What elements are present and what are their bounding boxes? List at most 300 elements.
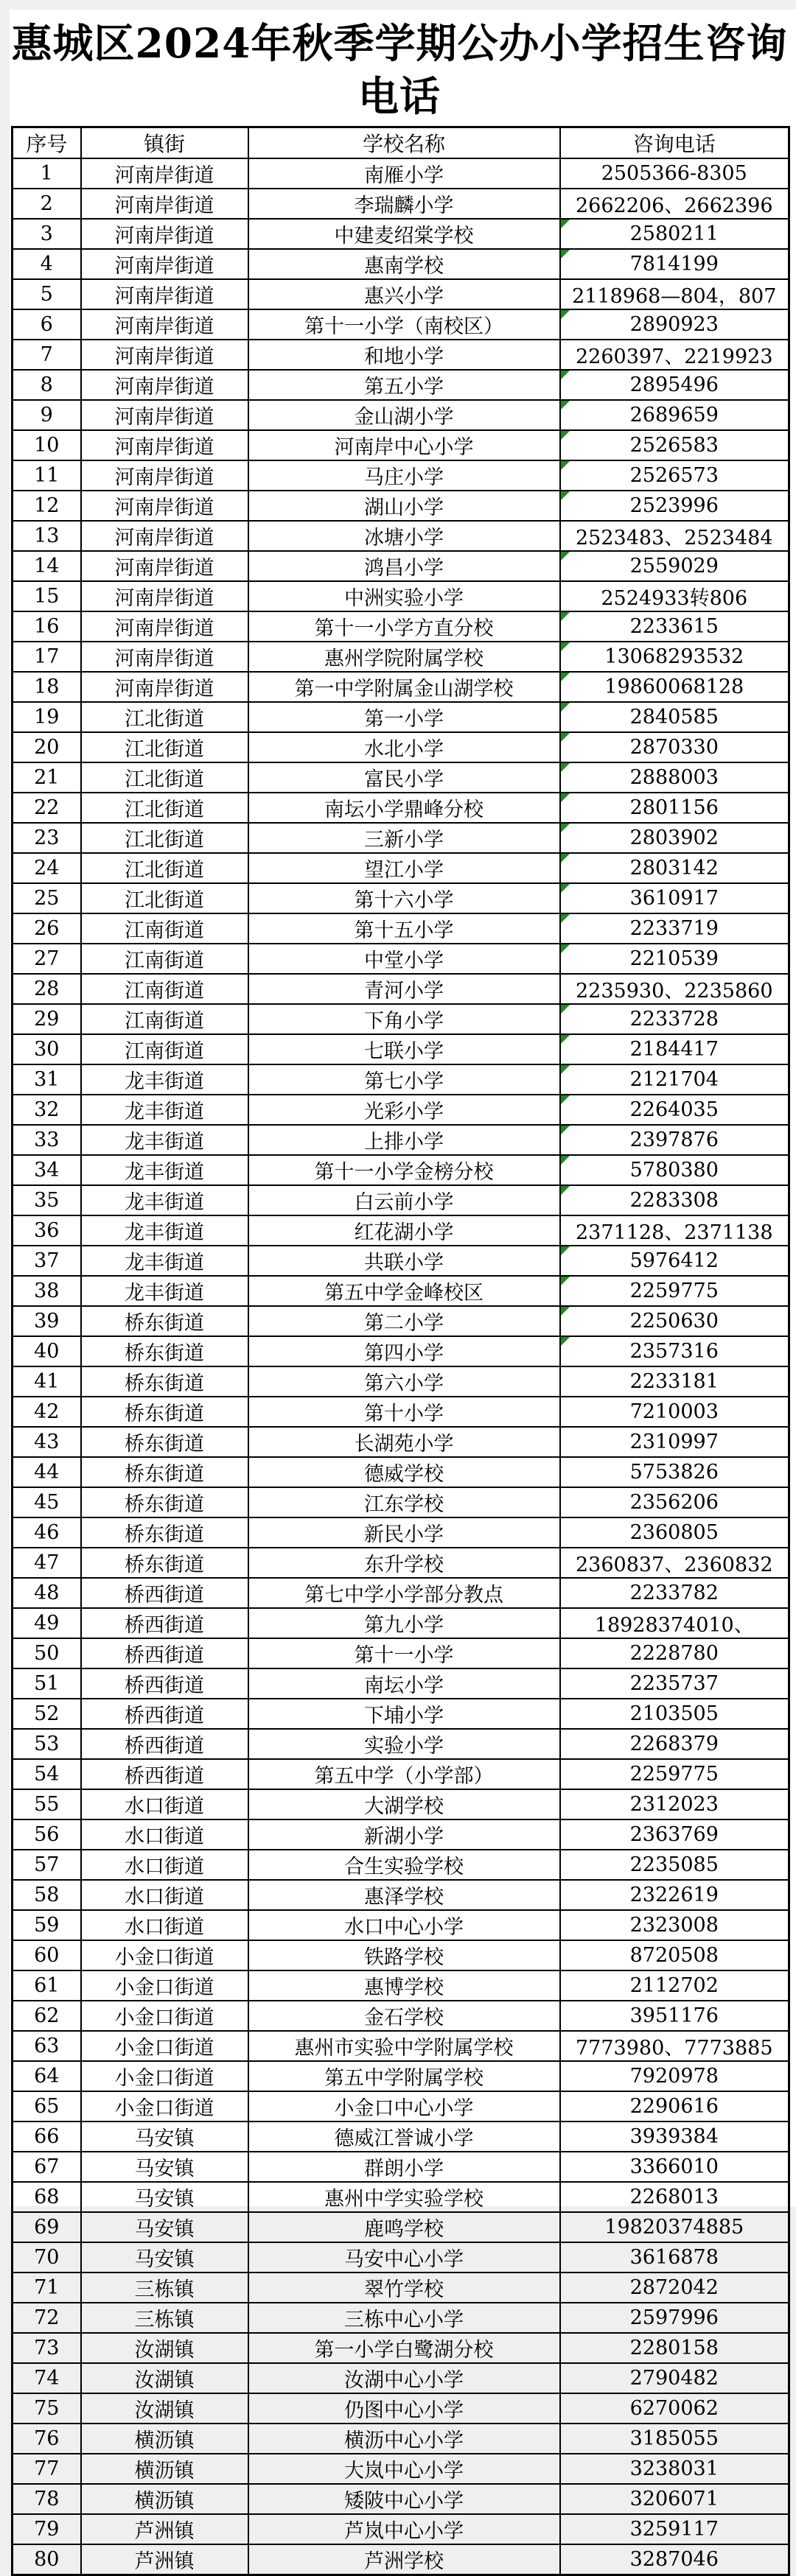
phone-value: 3287046 xyxy=(629,2548,719,2571)
row-number-cell: 62 xyxy=(13,2001,81,2031)
town-cell: 桥东街道 xyxy=(81,1517,248,1548)
town-cell: 水口街道 xyxy=(81,1819,248,1850)
phone-cell xyxy=(560,2424,789,2454)
table-row xyxy=(13,1940,789,1970)
table-row xyxy=(13,370,789,400)
town-cell: 龙丰街道 xyxy=(81,1246,248,1276)
table-row xyxy=(13,2484,789,2514)
row-number-cell: 2 xyxy=(13,189,81,219)
town-cell: 河南岸街道 xyxy=(81,460,248,491)
phone-value: 2580211 xyxy=(629,222,719,245)
phone-value: 2840585 xyxy=(629,706,719,729)
phone-cell xyxy=(560,1034,789,1064)
table-row xyxy=(13,551,789,581)
phone-cell xyxy=(560,1457,789,1487)
school-cell: 第一中学附属金山湖学校 xyxy=(248,672,560,702)
phone-cell xyxy=(560,2182,789,2212)
town-cell: 三栋镇 xyxy=(81,2303,248,2333)
phone-cell xyxy=(560,1578,789,1608)
town-cell: 桥东街道 xyxy=(81,1366,248,1397)
phone-value: 5780380 xyxy=(629,1159,719,1182)
row-number-cell: 65 xyxy=(13,2091,81,2121)
school-cell: 三栋中心小学 xyxy=(248,2303,560,2333)
row-number-cell: 15 xyxy=(13,581,81,611)
header-cell-town: 镇街 xyxy=(81,127,248,159)
school-cell: 第五小学 xyxy=(248,370,560,400)
school-cell: 中洲实验小学 xyxy=(248,581,560,611)
table-row xyxy=(13,1125,789,1155)
row-number-cell: 49 xyxy=(13,1608,81,1638)
phone-cell xyxy=(560,883,789,913)
school-cell: 汝湖中心小学 xyxy=(248,2363,560,2393)
town-cell: 桥东街道 xyxy=(81,1427,248,1457)
row-number-cell: 73 xyxy=(13,2333,81,2363)
phone-value: 2210539 xyxy=(629,947,719,970)
row-number-cell: 37 xyxy=(13,1246,81,1276)
school-cell: 金石学校 xyxy=(248,2001,560,2031)
row-number-cell: 48 xyxy=(13,1578,81,1608)
row-number-cell: 74 xyxy=(13,2363,81,2393)
table-row xyxy=(13,611,789,642)
school-cell: 合生实验学校 xyxy=(248,1850,560,1880)
town-cell: 桥东街道 xyxy=(81,1487,248,1517)
table-row xyxy=(13,2212,789,2242)
header-cell-index: 序号 xyxy=(13,127,81,159)
school-cell: 李瑞麟小学 xyxy=(248,189,560,219)
text-format-indicator-icon xyxy=(561,1126,570,1134)
school-cell: 第六小学 xyxy=(248,1366,560,1397)
phone-cell xyxy=(560,1095,789,1125)
table-row xyxy=(13,1970,789,2001)
phone-value: 18928374010、 xyxy=(594,1614,754,1637)
phone-cell xyxy=(560,1699,789,1729)
row-number-cell: 78 xyxy=(13,2484,81,2514)
text-format-indicator-icon xyxy=(561,461,570,470)
town-cell: 桥东街道 xyxy=(81,1548,248,1578)
table-row xyxy=(13,2273,789,2303)
row-number-cell: 75 xyxy=(13,2393,81,2424)
table-row xyxy=(13,1517,789,1548)
phone-value: 13068293532 xyxy=(604,645,744,668)
phone-cell xyxy=(560,853,789,883)
table-row xyxy=(13,974,789,1004)
table-row xyxy=(13,702,789,732)
phone-value: 2526583 xyxy=(629,434,719,457)
school-cell: 大岚中心小学 xyxy=(248,2454,560,2484)
school-cell: 群朗小学 xyxy=(248,2152,560,2182)
school-cell: 湖山小学 xyxy=(248,491,560,521)
row-number-cell: 1 xyxy=(13,158,81,189)
school-cell: 第五中学（小学部） xyxy=(248,1759,560,1789)
phone-cell xyxy=(560,1608,789,1638)
town-cell: 龙丰街道 xyxy=(81,1215,248,1246)
school-cell: 鸿昌小学 xyxy=(248,551,560,581)
town-cell: 江北街道 xyxy=(81,793,248,823)
school-cell: 惠兴小学 xyxy=(248,279,560,309)
phone-value: 7814199 xyxy=(629,253,719,276)
text-format-indicator-icon xyxy=(561,250,570,259)
town-cell: 河南岸街道 xyxy=(81,611,248,642)
text-format-indicator-icon xyxy=(561,763,570,772)
school-cell: 望江小学 xyxy=(248,853,560,883)
school-cell: 惠州市实验中学附属学校 xyxy=(248,2031,560,2061)
phone-value: 3366010 xyxy=(629,2155,719,2178)
text-format-indicator-icon xyxy=(561,642,570,651)
table-row xyxy=(13,1185,789,1215)
table-row xyxy=(13,521,789,551)
phone-cell xyxy=(560,2303,789,2333)
row-number-cell: 21 xyxy=(13,762,81,793)
text-format-indicator-icon xyxy=(561,401,570,410)
phone-value: 2689659 xyxy=(629,404,719,427)
phone-cell xyxy=(560,1397,789,1427)
town-cell: 桥西街道 xyxy=(81,1729,248,1759)
phone-cell xyxy=(560,823,789,853)
phone-cell xyxy=(560,581,789,611)
phone-cell xyxy=(560,1548,789,1578)
page-title-line2: 电话 xyxy=(357,72,441,120)
row-number-cell: 11 xyxy=(13,460,81,491)
table-row xyxy=(13,2152,789,2182)
phone-value: 2505366-8305 xyxy=(601,162,747,185)
table-row xyxy=(13,581,789,611)
town-cell: 小金口街道 xyxy=(81,1940,248,1970)
phone-cell xyxy=(560,1306,789,1336)
town-cell: 河南岸街道 xyxy=(81,491,248,521)
town-cell: 小金口街道 xyxy=(81,2031,248,2061)
phone-cell xyxy=(560,1970,789,2001)
table-row xyxy=(13,2091,789,2121)
town-cell: 江北街道 xyxy=(81,883,248,913)
phone-value: 7920978 xyxy=(629,2065,719,2088)
row-number-cell: 58 xyxy=(13,1880,81,1910)
text-format-indicator-icon xyxy=(561,703,570,712)
table-row xyxy=(13,853,789,883)
row-number-cell: 27 xyxy=(13,944,81,974)
row-number-cell: 70 xyxy=(13,2242,81,2273)
row-number-cell: 3 xyxy=(13,219,81,249)
school-cell: 第五中学附属学校 xyxy=(248,2061,560,2091)
row-number-cell: 28 xyxy=(13,974,81,1004)
phone-cell xyxy=(560,672,789,702)
town-cell: 桥西街道 xyxy=(81,1699,248,1729)
school-cell: 第一小学白鹭湖分校 xyxy=(248,2333,560,2363)
row-number-cell: 57 xyxy=(13,1850,81,1880)
table-row xyxy=(13,1699,789,1729)
phone-cell xyxy=(560,1789,789,1819)
school-cell: 共联小学 xyxy=(248,1246,560,1276)
school-cell: 惠博学校 xyxy=(248,1970,560,2001)
row-number-cell: 17 xyxy=(13,642,81,672)
phone-cell xyxy=(560,1246,789,1276)
text-format-indicator-icon xyxy=(561,733,570,742)
table-row xyxy=(13,1638,789,1668)
phone-cell xyxy=(560,1336,789,1366)
phone-value: 2363769 xyxy=(629,1823,719,1846)
row-number-cell: 38 xyxy=(13,1276,81,1306)
phone-cell xyxy=(560,551,789,581)
town-cell: 小金口街道 xyxy=(81,2001,248,2031)
school-cell: 第七小学 xyxy=(248,1064,560,1095)
header-cell-phone: 咨询电话 xyxy=(560,127,789,159)
school-cell: 惠州学院附属学校 xyxy=(248,642,560,672)
table-row xyxy=(13,1548,789,1578)
town-cell: 龙丰街道 xyxy=(81,1125,248,1155)
phone-value: 2268379 xyxy=(629,1733,719,1755)
row-number-cell: 59 xyxy=(13,1910,81,1940)
phone-cell xyxy=(560,460,789,491)
text-format-indicator-icon xyxy=(561,552,570,561)
phone-value: 2280158 xyxy=(629,2337,719,2359)
phone-cell xyxy=(560,1850,789,1880)
table-row xyxy=(13,2001,789,2031)
phone-value: 2870330 xyxy=(629,736,719,759)
row-number-cell: 51 xyxy=(13,1668,81,1699)
page-title xyxy=(11,10,788,123)
row-number-cell: 10 xyxy=(13,430,81,460)
school-cell: 七联小学 xyxy=(248,1034,560,1064)
phone-cell xyxy=(560,1064,789,1095)
phone-cell xyxy=(560,913,789,944)
town-cell: 龙丰街道 xyxy=(81,1276,248,1306)
town-cell: 河南岸街道 xyxy=(81,249,248,279)
phone-value: 3610917 xyxy=(629,887,719,910)
phone-value: 2112702 xyxy=(629,1974,719,1997)
phone-value: 2890923 xyxy=(629,313,719,336)
school-cell: 德威江誉诚小学 xyxy=(248,2121,560,2152)
town-cell: 龙丰街道 xyxy=(81,1185,248,1215)
phone-cell xyxy=(560,1276,789,1306)
phone-value: 2662206、2662396 xyxy=(576,194,773,217)
school-cell: 实验小学 xyxy=(248,1729,560,1759)
table-row xyxy=(13,1397,789,1427)
table-row xyxy=(13,672,789,702)
town-cell: 龙丰街道 xyxy=(81,1155,248,1185)
school-cell: 东升学校 xyxy=(248,1548,560,1578)
phone-value: 2235737 xyxy=(629,1672,719,1695)
row-number-cell: 63 xyxy=(13,2031,81,2061)
row-number-cell: 69 xyxy=(13,2212,81,2242)
town-cell: 河南岸街道 xyxy=(81,158,248,189)
phone-cell xyxy=(560,491,789,521)
town-cell: 桥西街道 xyxy=(81,1608,248,1638)
phone-value: 2312023 xyxy=(629,1793,719,1816)
phone-cell xyxy=(560,762,789,793)
row-number-cell: 52 xyxy=(13,1699,81,1729)
phone-cell xyxy=(560,1125,789,1155)
row-number-cell: 53 xyxy=(13,1729,81,1759)
town-cell: 横沥镇 xyxy=(81,2454,248,2484)
phone-value: 2268013 xyxy=(629,2186,719,2208)
phone-value: 2233719 xyxy=(629,917,719,940)
row-number-cell: 67 xyxy=(13,2152,81,2182)
town-cell: 横沥镇 xyxy=(81,2484,248,2514)
table-row xyxy=(13,1668,789,1699)
table-row xyxy=(13,2454,789,2484)
phone-cell xyxy=(560,1819,789,1850)
table-row xyxy=(13,2303,789,2333)
town-cell: 马安镇 xyxy=(81,2121,248,2152)
school-cell: 第十一小学（南校区） xyxy=(248,309,560,340)
phone-cell xyxy=(560,189,789,219)
phone-cell xyxy=(560,1880,789,1910)
town-cell: 河南岸街道 xyxy=(81,219,248,249)
row-number-cell: 18 xyxy=(13,672,81,702)
school-cell: 新民小学 xyxy=(248,1517,560,1548)
text-format-indicator-icon xyxy=(561,824,570,832)
school-cell: 小金口中心小学 xyxy=(248,2091,560,2121)
town-cell: 横沥镇 xyxy=(81,2424,248,2454)
school-cell: 三新小学 xyxy=(248,823,560,853)
phone-cell xyxy=(560,2121,789,2152)
row-number-cell: 25 xyxy=(13,883,81,913)
text-format-indicator-icon xyxy=(561,371,570,379)
row-number-cell: 54 xyxy=(13,1759,81,1789)
school-cell: 鹿鸣学校 xyxy=(248,2212,560,2242)
phone-cell xyxy=(560,1155,789,1185)
phone-value: 2803902 xyxy=(629,827,719,849)
school-cell: 金山湖小学 xyxy=(248,400,560,430)
school-cell: 上排小学 xyxy=(248,1125,560,1155)
school-cell: 第十一小学方直分校 xyxy=(248,611,560,642)
phone-cell xyxy=(560,1729,789,1759)
table-row xyxy=(13,1215,789,1246)
school-cell: 中堂小学 xyxy=(248,944,560,974)
school-cell: 红花湖小学 xyxy=(248,1215,560,1246)
school-cell: 第九小学 xyxy=(248,1608,560,1638)
phone-cell xyxy=(560,1185,789,1215)
table-row xyxy=(13,279,789,309)
phone-cell xyxy=(560,2514,789,2544)
row-number-cell: 56 xyxy=(13,1819,81,1850)
table-row xyxy=(13,491,789,521)
phone-cell xyxy=(560,2091,789,2121)
text-format-indicator-icon xyxy=(561,914,570,923)
phone-value: 2121704 xyxy=(629,1068,719,1091)
table-row xyxy=(13,642,789,672)
text-format-indicator-icon xyxy=(561,220,570,228)
school-cell: 第十一小学金榜分校 xyxy=(248,1155,560,1185)
school-cell: 南坛小学鼎峰分校 xyxy=(248,793,560,823)
table-row xyxy=(13,2121,789,2152)
school-cell: 第四小学 xyxy=(248,1336,560,1366)
school-cell: 江东学校 xyxy=(248,1487,560,1517)
table-row xyxy=(13,1578,789,1608)
phone-value: 2233615 xyxy=(629,615,719,638)
town-cell: 桥东街道 xyxy=(81,1336,248,1366)
town-cell: 江北街道 xyxy=(81,823,248,853)
school-cell: 第十小学 xyxy=(248,1397,560,1427)
table-row xyxy=(13,762,789,793)
town-cell: 桥东街道 xyxy=(81,1397,248,1427)
town-cell: 龙丰街道 xyxy=(81,1064,248,1095)
town-cell: 水口街道 xyxy=(81,1910,248,1940)
table-row xyxy=(13,944,789,974)
row-number-cell: 72 xyxy=(13,2303,81,2333)
table-row xyxy=(13,309,789,340)
text-format-indicator-icon xyxy=(561,310,570,319)
school-cell: 第十六小学 xyxy=(248,883,560,913)
phone-cell xyxy=(560,400,789,430)
row-number-cell: 32 xyxy=(13,1095,81,1125)
phone-value: 2259775 xyxy=(629,1763,719,1786)
row-number-cell: 64 xyxy=(13,2061,81,2091)
table-row xyxy=(13,1095,789,1125)
table-row xyxy=(13,1850,789,1880)
row-number-cell: 7 xyxy=(13,340,81,370)
row-number-cell: 9 xyxy=(13,400,81,430)
table-row xyxy=(13,1880,789,1910)
school-cell: 芦洲学校 xyxy=(248,2544,560,2575)
row-number-cell: 33 xyxy=(13,1125,81,1155)
row-number-cell: 68 xyxy=(13,2182,81,2212)
row-number-cell: 31 xyxy=(13,1064,81,1095)
table-row xyxy=(13,1004,789,1034)
row-number-cell: 45 xyxy=(13,1487,81,1517)
row-number-cell: 12 xyxy=(13,491,81,521)
town-cell: 河南岸街道 xyxy=(81,521,248,551)
table-row xyxy=(13,2514,789,2544)
row-number-cell: 30 xyxy=(13,1034,81,1064)
town-cell: 江南街道 xyxy=(81,913,248,944)
row-number-cell: 61 xyxy=(13,1970,81,2001)
town-cell: 河南岸街道 xyxy=(81,642,248,672)
town-cell: 芦洲镇 xyxy=(81,2514,248,2544)
school-cell: 横沥中心小学 xyxy=(248,2424,560,2454)
phone-cell xyxy=(560,611,789,642)
table-row xyxy=(13,1276,789,1306)
phone-cell xyxy=(560,2484,789,2514)
row-number-cell: 16 xyxy=(13,611,81,642)
town-cell: 三栋镇 xyxy=(81,2273,248,2303)
phone-cell xyxy=(560,793,789,823)
table-row xyxy=(13,189,789,219)
phone-value: 2323008 xyxy=(629,1914,719,1937)
phone-value: 2371128、2371138 xyxy=(576,1221,773,1244)
page-title-line1: 惠城区2024年秋季学期公办小学招生咨询 xyxy=(11,19,788,67)
phone-value: 2803142 xyxy=(629,857,719,880)
table-row xyxy=(13,1729,789,1759)
table-row xyxy=(13,219,789,249)
phone-value: 2523996 xyxy=(629,494,719,517)
town-cell: 水口街道 xyxy=(81,1789,248,1819)
row-number-cell: 76 xyxy=(13,2424,81,2454)
table-row xyxy=(13,1155,789,1185)
town-cell: 河南岸街道 xyxy=(81,340,248,370)
town-cell: 河南岸街道 xyxy=(81,672,248,702)
table-row xyxy=(13,2182,789,2212)
school-cell: 第二小学 xyxy=(248,1306,560,1336)
town-cell: 桥西街道 xyxy=(81,1759,248,1789)
phone-value: 2235930、2235860 xyxy=(576,980,773,1003)
town-cell: 芦洲镇 xyxy=(81,2544,248,2575)
phone-cell xyxy=(560,2031,789,2061)
town-cell: 马安镇 xyxy=(81,2242,248,2273)
phone-value: 7773980、7773885 xyxy=(576,2037,773,2060)
text-format-indicator-icon xyxy=(561,1005,570,1014)
text-format-indicator-icon xyxy=(561,1186,570,1195)
text-format-indicator-icon xyxy=(561,1337,570,1346)
school-cell: 惠南学校 xyxy=(248,249,560,279)
phone-cell xyxy=(560,2544,789,2575)
town-cell: 河南岸街道 xyxy=(81,400,248,430)
table-row xyxy=(13,1336,789,1366)
school-cell: 矮陂中心小学 xyxy=(248,2484,560,2514)
phone-cell xyxy=(560,1366,789,1397)
phone-value: 3939384 xyxy=(629,2125,719,2148)
school-cell: 新湖小学 xyxy=(248,1819,560,1850)
text-format-indicator-icon xyxy=(561,1065,570,1074)
